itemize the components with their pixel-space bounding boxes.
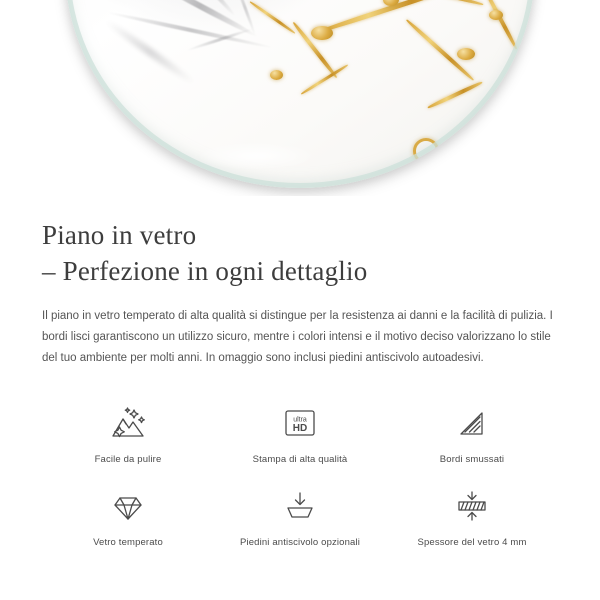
ultra-hd-icon: [277, 400, 323, 446]
svg-text:HD: HD: [292, 422, 308, 434]
marble-gold-accent: [311, 26, 333, 40]
bevelled-edges-icon: [449, 400, 495, 446]
hero-image: [0, 0, 600, 196]
page-title: [42, 218, 558, 290]
marble-gold-accent: [270, 70, 283, 80]
glass-plate-marble-gold-icon: [65, 0, 535, 188]
feature-item-glass-thickness: [386, 479, 558, 548]
marble-gold-accent: [489, 10, 503, 20]
marble-vein-gold: [300, 64, 348, 96]
marble-gold-accent: [457, 48, 475, 60]
anti-slip-feet-icon: [277, 483, 323, 529]
feature-label: Facile da pulire: [94, 453, 162, 465]
feature-item-anti-slip-feet: [214, 479, 386, 548]
sparkle-cloth-icon: [105, 400, 151, 446]
feature-item-bevelled-edges: [386, 396, 558, 465]
diamond-icon: [105, 483, 151, 529]
marble-vein-gold: [427, 81, 483, 110]
marble-vein-gold: [249, 0, 296, 34]
svg-text:ultra: ultra: [293, 416, 307, 424]
feature-item-print-quality: [214, 396, 386, 465]
feature-label: Piedini antiscivolo opzionali: [239, 536, 360, 548]
feature-grid: [42, 396, 558, 548]
feature-label: Stampa di alta qualità: [252, 453, 348, 465]
headline-line-1: Piano in vetro: [42, 220, 197, 250]
feature-item-easy-clean: [42, 396, 214, 465]
thickness-4mm-icon: [449, 483, 495, 529]
content-area: [0, 218, 600, 548]
description-paragraph: Il piano in vetro temperato di alta qualità si distingue per la resistenza ai danni e la facilità di pulizia. I bordi lisci garantiscono un utilizzo sicuro, mentre i colori intensi e il motivo deciso valorizzano lo stile del tuo ambiente per molti anni. In omaggio sono inclusi piedini antiscivolo autoadesivi.: [42, 309, 553, 365]
headline-line-2: – Perfezione in ogni dettaglio: [42, 255, 368, 286]
feature-label: Bordi smussati: [439, 453, 505, 465]
feature-item-tempered-glass: [42, 479, 214, 548]
feature-label: Vetro temperato: [93, 536, 163, 548]
feature-label: Spessore del vetro 4 mm: [417, 536, 527, 548]
marble-vein-gold: [482, 0, 518, 50]
marble-gold-ring: [413, 138, 439, 164]
